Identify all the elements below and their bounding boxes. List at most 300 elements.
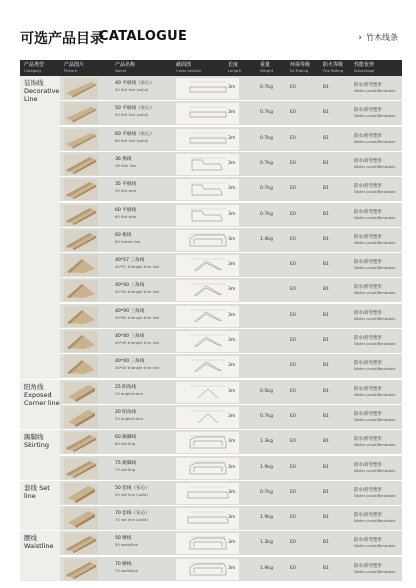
table-row[interactable]: [20, 76, 402, 101]
product-picture: [64, 508, 98, 529]
column-header-cn: 重量: [260, 62, 271, 68]
product-picture: [64, 129, 98, 150]
fire-rating-value: B1: [323, 186, 330, 192]
length-value: 3m: [228, 565, 236, 571]
category-cell: [20, 380, 60, 431]
advantage-cn: 防水/折弯塑形: [354, 386, 382, 392]
length-value: 3m: [228, 464, 236, 470]
product-name: [115, 81, 154, 92]
product-name-en: 20 angled wire: [115, 415, 144, 421]
profile-strip-icon: [64, 179, 98, 200]
advantage-cn: 防水/折弯塑形: [354, 285, 382, 291]
advantage-cn: 防水/折弯塑形: [354, 487, 382, 493]
length-value: 3m: [228, 287, 236, 293]
product-picture: [64, 179, 98, 200]
product-picture: [64, 533, 98, 554]
length-value: 3m: [228, 262, 236, 268]
product-picture: [64, 432, 98, 453]
advantage-cn: 防水/折弯塑形: [354, 437, 382, 443]
length-value: 3m: [228, 211, 236, 217]
product-name: [115, 385, 143, 396]
advantage-cn: 防水/折弯塑形: [354, 462, 382, 468]
length-value: 3m: [228, 160, 236, 166]
advantage-en: Water proof/Bendable: [354, 391, 396, 397]
flat-strip-icon: [64, 78, 98, 99]
weight-value: 1.3kg: [260, 540, 273, 546]
fire-rating-value: B1: [323, 439, 330, 445]
category-cell: [20, 531, 60, 582]
ep-rating-value: E0: [290, 287, 296, 293]
product-name-cn: 70 腰线: [115, 561, 132, 567]
table-row[interactable]: [20, 557, 402, 582]
product-picture: [64, 407, 98, 428]
table-row[interactable]: [20, 228, 402, 253]
length-value: 3m: [228, 363, 236, 369]
fire-rating-value: B1: [323, 211, 330, 217]
product-name-cn: 50 腰线: [115, 536, 132, 542]
ep-rating-value: E0: [290, 160, 296, 166]
advantage-en: Water proof/Bendable: [354, 265, 396, 271]
length-value: 3m: [228, 312, 236, 318]
length-value: 3m: [228, 413, 236, 419]
advantage-cn: 防水/折弯塑形: [354, 83, 382, 88]
triangle-strip-icon: [64, 356, 98, 377]
length-value: 3m: [228, 515, 236, 521]
weight-value: 0.5kg: [260, 388, 273, 394]
product-picture: [64, 483, 98, 504]
ep-rating-value: E0: [290, 338, 296, 343]
product-picture: [64, 154, 98, 175]
ep-rating-value: E0: [290, 363, 296, 369]
table-row[interactable]: [20, 203, 402, 228]
product-name-en: 25 angled wire: [115, 390, 144, 396]
advantage-cn: 防水/折弯塑形: [354, 234, 382, 240]
skirting-strip-icon: [64, 432, 98, 453]
ep-rating-value: E0: [290, 85, 296, 90]
product-name-cn: 40 平板线（实心）: [115, 81, 155, 86]
advantage: [354, 361, 395, 371]
advantage: [354, 134, 395, 144]
page-header: [20, 28, 400, 50]
ep-rating-value: E0: [290, 489, 296, 495]
length-value: 3m: [228, 135, 236, 141]
advantage: [354, 159, 395, 169]
product-name: [115, 536, 138, 547]
advantage-cn: 防水/折弯塑形: [354, 158, 382, 164]
product-name: [115, 435, 136, 446]
fire-rating-value: B1: [323, 135, 330, 141]
column-header-cn: 长度: [228, 62, 239, 68]
advantage: [354, 285, 395, 295]
product-name: [115, 132, 154, 143]
advantage: [354, 488, 395, 498]
product-name-cn: 60 平板线: [115, 207, 137, 213]
category-label: 阳角线 Exposed Corner line: [24, 382, 60, 407]
table-row[interactable]: [20, 506, 402, 531]
length-value: 3m: [228, 489, 236, 495]
ep-rating-value: E0: [290, 515, 296, 521]
product-name-en: 60 frame line: [115, 238, 141, 244]
column-header: [64, 62, 84, 73]
advantage-en: Water proof/Bendable: [354, 113, 396, 119]
weight-value: 0.7kg: [260, 110, 273, 116]
fire-rating-value: B1: [323, 262, 330, 268]
column-header-cn: 产品图片: [64, 62, 85, 68]
skirting-strip-icon: [64, 458, 98, 479]
advantage-en: Water proof/Bendable: [354, 88, 396, 93]
table-row[interactable]: [20, 101, 402, 126]
product-name: [115, 233, 140, 244]
advantage: [354, 463, 395, 473]
category-nav[interactable]: [358, 32, 398, 43]
fire-rating-value: B1: [323, 338, 330, 343]
advantage-en: Water proof/Bendable: [354, 366, 396, 372]
column-header-en: Category: [24, 68, 42, 73]
weight-value: 0.7kg: [260, 160, 273, 166]
product-picture: [64, 458, 98, 479]
table-row[interactable]: [20, 329, 402, 354]
column-header-en: Ep Rating: [290, 68, 309, 73]
product-name-en: 60 skirting: [115, 441, 136, 447]
advantage-cn: 防水/折弯塑形: [354, 538, 382, 544]
product-name-en: 70 set line (solid): [115, 517, 148, 523]
weight-value: 1.3kg: [260, 439, 273, 445]
frame-strip-icon: [64, 230, 98, 251]
product-name-cn: 50 套线（实心）: [115, 485, 150, 491]
column-header: [115, 62, 135, 73]
category-cell: [20, 481, 60, 532]
product-picture: [64, 559, 98, 580]
advantage-en: Water proof/Bendable: [354, 442, 396, 448]
product-name-en: 50 set line (solid): [115, 491, 148, 497]
flat-strip-icon: [64, 129, 98, 150]
weight-value: 1.4kg: [260, 236, 273, 242]
ep-rating-value: E0: [290, 464, 296, 470]
waist-strip-icon: [64, 559, 98, 580]
product-name-cn: 40*90 三角线: [115, 308, 145, 314]
advantage-cn: 防水/折弯塑形: [354, 184, 382, 190]
product-name-cn: 60 框线: [115, 232, 132, 238]
fire-rating-value: B1: [323, 363, 330, 369]
product-name: [115, 157, 136, 168]
product-name-en: 70 waistline: [115, 567, 138, 573]
advantage-en: Water proof/Bendable: [354, 341, 396, 346]
product-picture: [64, 331, 98, 352]
product-name: [115, 106, 154, 117]
column-header-en: Advantage: [354, 68, 375, 73]
product-name-en: 40*90 triangle trim line: [115, 314, 160, 320]
advantage-en: Water proof/Bendable: [354, 467, 396, 473]
product-name-en: 60 flat wire: [115, 213, 137, 219]
table-row[interactable]: [20, 354, 402, 379]
table-row[interactable]: [20, 152, 402, 177]
advantage: [354, 83, 395, 93]
product-name: [115, 182, 136, 193]
waist-strip-icon: [64, 533, 98, 554]
column-header-cn: 截面图: [176, 62, 192, 68]
column-header: [228, 62, 241, 73]
length-value: 3m: [228, 540, 236, 546]
corner-strip-icon: [64, 407, 98, 428]
advantage: [354, 513, 395, 523]
advantage-en: Water proof/Bendable: [354, 543, 396, 549]
ep-rating-value: E0: [290, 312, 296, 318]
product-name-cn: 40*57 三角线: [115, 258, 145, 264]
table-row[interactable]: [20, 127, 402, 152]
fire-rating-value: B1: [323, 85, 330, 90]
table-row[interactable]: [20, 177, 402, 202]
product-name-cn: 35 平板线: [115, 182, 137, 188]
product-name-cn: 40*40 三角线: [115, 334, 145, 339]
profile-strip-icon: [64, 205, 98, 226]
product-name-cn: 40*40 三角线: [115, 283, 145, 289]
catalogue-table: [20, 60, 402, 574]
product-picture: [64, 280, 98, 301]
fire-rating-value: B1: [323, 312, 330, 318]
fire-rating-value: B1: [323, 110, 330, 116]
table-row[interactable]: [20, 253, 402, 278]
advantage: [354, 184, 395, 194]
advantage-en: Water proof/Bendable: [354, 214, 396, 220]
ep-rating-value: E0: [290, 186, 296, 192]
weight-value: 1.9kg: [260, 464, 273, 470]
product-name-en: 40*57 triangle trim line: [115, 264, 160, 270]
length-value: 3m: [228, 388, 236, 394]
product-name-cn: 20 阳角线: [115, 409, 137, 415]
product-name: [115, 511, 150, 522]
product-name-en: 60 flat line (solid): [115, 137, 149, 143]
table-row[interactable]: [20, 278, 402, 303]
length-value: 3m: [228, 186, 236, 192]
fire-rating-value: B1: [323, 388, 330, 394]
product-name-en: 50 waistline: [115, 542, 138, 548]
column-header: [290, 62, 310, 73]
table-row[interactable]: [20, 304, 402, 329]
product-name: [115, 562, 138, 573]
table-row[interactable]: [20, 531, 402, 556]
advantage-en: Water proof/Bendable: [354, 290, 396, 296]
advantage: [354, 538, 395, 548]
ep-rating-value: E0: [290, 565, 296, 571]
advantage-en: Water proof/Bendable: [354, 138, 396, 144]
advantage-en: Water proof/Bendable: [354, 239, 396, 245]
fire-rating-value: B1: [323, 489, 330, 495]
ep-rating-value: E0: [290, 413, 296, 419]
chevron-right-icon: ›: [358, 33, 362, 43]
corner-strip-icon: [64, 382, 98, 403]
advantage-en: Water proof/Bendable: [354, 189, 396, 195]
weight-value: 0.7kg: [260, 85, 273, 90]
product-name: [115, 258, 159, 269]
column-header: [176, 62, 201, 73]
length-value: 3m: [228, 85, 236, 90]
column-header-en: Name: [115, 68, 127, 73]
ep-rating-value: E0: [290, 110, 296, 116]
advantage-en: Water proof/Bendable: [354, 416, 396, 422]
advantage-cn: 防水/折弯塑形: [354, 563, 382, 569]
column-header-en: Weight: [260, 68, 274, 73]
product-name: [115, 461, 136, 472]
product-picture: [64, 356, 98, 377]
product-name: [115, 359, 159, 370]
table-header: [20, 60, 402, 76]
column-header-cn: 产品类型: [24, 62, 45, 68]
product-name-cn: 70 套线（实心）: [115, 511, 150, 517]
category-nav-label: 竹木线条: [366, 33, 398, 42]
advantage: [354, 210, 395, 220]
column-header-cn: 防火等级: [323, 62, 344, 68]
length-value: 3m: [228, 110, 236, 116]
product-name-cn: 40*40 三角线: [115, 359, 145, 365]
advantage: [354, 260, 395, 270]
weight-value: 0.7kg: [260, 413, 273, 419]
fire-rating-value: B1: [323, 413, 330, 419]
set-strip-icon: [64, 508, 98, 529]
weight-value: 0.7kg: [260, 135, 273, 141]
category-label: 踢脚线 Skirting: [24, 433, 49, 450]
triangle-strip-icon: [64, 280, 98, 301]
profile-strip-icon: [64, 154, 98, 175]
column-header-cn: 性能优势: [354, 62, 375, 68]
advantage-cn: 防水/折弯塑形: [354, 310, 382, 316]
fire-rating-value: B1: [323, 565, 330, 571]
product-name-cn: 60 平板线（实心）: [115, 131, 155, 137]
product-name-cn: 50 平板线（实心）: [115, 106, 155, 112]
fire-rating-value: B1: [323, 515, 330, 521]
product-picture: [64, 230, 98, 251]
table-row[interactable]: [20, 456, 402, 481]
advantage-cn: 防水/折弯塑形: [354, 133, 382, 139]
weight-value: 1.9kg: [260, 515, 273, 521]
ep-rating-value: E0: [290, 388, 296, 394]
length-value: 3m: [228, 338, 236, 343]
product-name-en: 36 thin line: [115, 162, 137, 168]
column-header-cn: 环保等级: [290, 62, 311, 68]
product-picture: [64, 306, 98, 327]
page-title: 可选产品目录: [20, 31, 104, 47]
column-header: [354, 62, 374, 73]
product-name-en: 75 skirting: [115, 466, 136, 472]
product-name-en: 35 flat wire: [115, 188, 137, 194]
advantage: [354, 412, 395, 422]
advantage-cn: 防水/折弯塑形: [354, 361, 382, 367]
column-header-en: Length: [228, 68, 242, 73]
product-name-cn: 36 熊线: [115, 156, 132, 162]
table-row[interactable]: [20, 430, 402, 455]
product-name-en: 50 flat line (solid): [115, 112, 149, 118]
column-header: [24, 62, 44, 73]
advantage: [354, 437, 395, 447]
weight-value: 0.7kg: [260, 211, 273, 217]
advantage-en: Water proof/Bendable: [354, 518, 396, 524]
category-label: 装饰线 Decorative Line: [24, 79, 60, 103]
ep-rating-value: E0: [290, 135, 296, 141]
category-cell: [20, 76, 60, 380]
advantage: [354, 336, 395, 346]
advantage-en: Water proof/Bendable: [354, 163, 396, 169]
product-picture: [64, 255, 98, 276]
product-name-cn: 25 阳角线: [115, 384, 137, 390]
table-row[interactable]: [20, 405, 402, 430]
advantage: [354, 311, 395, 321]
product-name: [115, 410, 143, 421]
triangle-strip-icon: [64, 306, 98, 327]
fire-rating-value: B1: [323, 287, 330, 293]
product-name: [115, 334, 159, 345]
table-row[interactable]: [20, 380, 402, 405]
product-name: [115, 309, 159, 320]
category-label: 套线 Set line: [24, 483, 50, 500]
length-value: 3m: [228, 439, 236, 445]
advantage-cn: 防水/折弯塑形: [354, 336, 382, 341]
ep-rating-value: E0: [290, 439, 296, 445]
length-value: 3m: [228, 236, 236, 242]
advantage-en: Water proof/Bendable: [354, 568, 396, 574]
fire-rating-value: B1: [323, 464, 330, 470]
product-name: [115, 283, 159, 294]
product-name-en: 40 flat line (solid): [115, 87, 149, 92]
advantage-cn: 防水/折弯塑形: [354, 209, 382, 215]
advantage: [354, 108, 395, 118]
advantage: [354, 564, 395, 574]
column-header: [260, 62, 273, 73]
product-picture: [64, 78, 98, 99]
weight-value: 1.9kg: [260, 565, 273, 571]
column-header-en: Picture: [64, 68, 78, 73]
product-name-cn: 75 踢脚线: [115, 460, 137, 466]
category-label: 腰线 Waistline: [24, 534, 54, 551]
fire-rating-value: B1: [323, 236, 330, 242]
product-name-en: 40*40 triangle trim line: [115, 289, 160, 295]
product-name: [115, 208, 136, 219]
fire-rating-value: B1: [323, 540, 330, 546]
column-header-en: Cross section: [176, 68, 202, 73]
triangle-strip-icon: [64, 331, 98, 352]
ep-rating-value: E0: [290, 211, 296, 217]
advantage-en: Water proof/Bendable: [354, 315, 396, 321]
flat-strip-icon: [64, 103, 98, 124]
ep-rating-value: E0: [290, 540, 296, 546]
column-header-en: Fire Rating: [323, 68, 344, 73]
weight-value: 0.7kg: [260, 489, 273, 495]
advantage: [354, 235, 395, 245]
column-header: [323, 62, 343, 73]
weight-value: 0.7kg: [260, 186, 273, 192]
product-name-cn: 60 踢脚线: [115, 435, 137, 441]
product-picture: [64, 382, 98, 403]
advantage-en: Water proof/Bendable: [354, 492, 396, 498]
page-title-en: CATALOGUE: [99, 29, 188, 44]
advantage-cn: 防水/折弯塑形: [354, 260, 382, 266]
category-cell: [20, 430, 60, 481]
product-picture: [64, 103, 98, 124]
ep-rating-value: E0: [290, 236, 296, 242]
set-strip-icon: [64, 483, 98, 504]
column-header-cn: 产品名称: [115, 62, 136, 68]
table-row[interactable]: [20, 481, 402, 506]
advantage-cn: 防水/折弯塑形: [354, 411, 382, 417]
ep-rating-value: E0: [290, 262, 296, 268]
product-name-en: 40*40 triangle trim line: [115, 365, 160, 371]
advantage-cn: 防水/折弯塑形: [354, 513, 382, 519]
advantage-cn: 防水/折弯塑形: [354, 108, 382, 114]
product-name-en: 40*40 triangle trim line: [115, 340, 160, 345]
advantage: [354, 387, 395, 397]
product-picture: [64, 205, 98, 226]
product-name: [115, 486, 150, 497]
fire-rating-value: B1: [323, 160, 330, 166]
triangle-strip-icon: [64, 255, 98, 276]
